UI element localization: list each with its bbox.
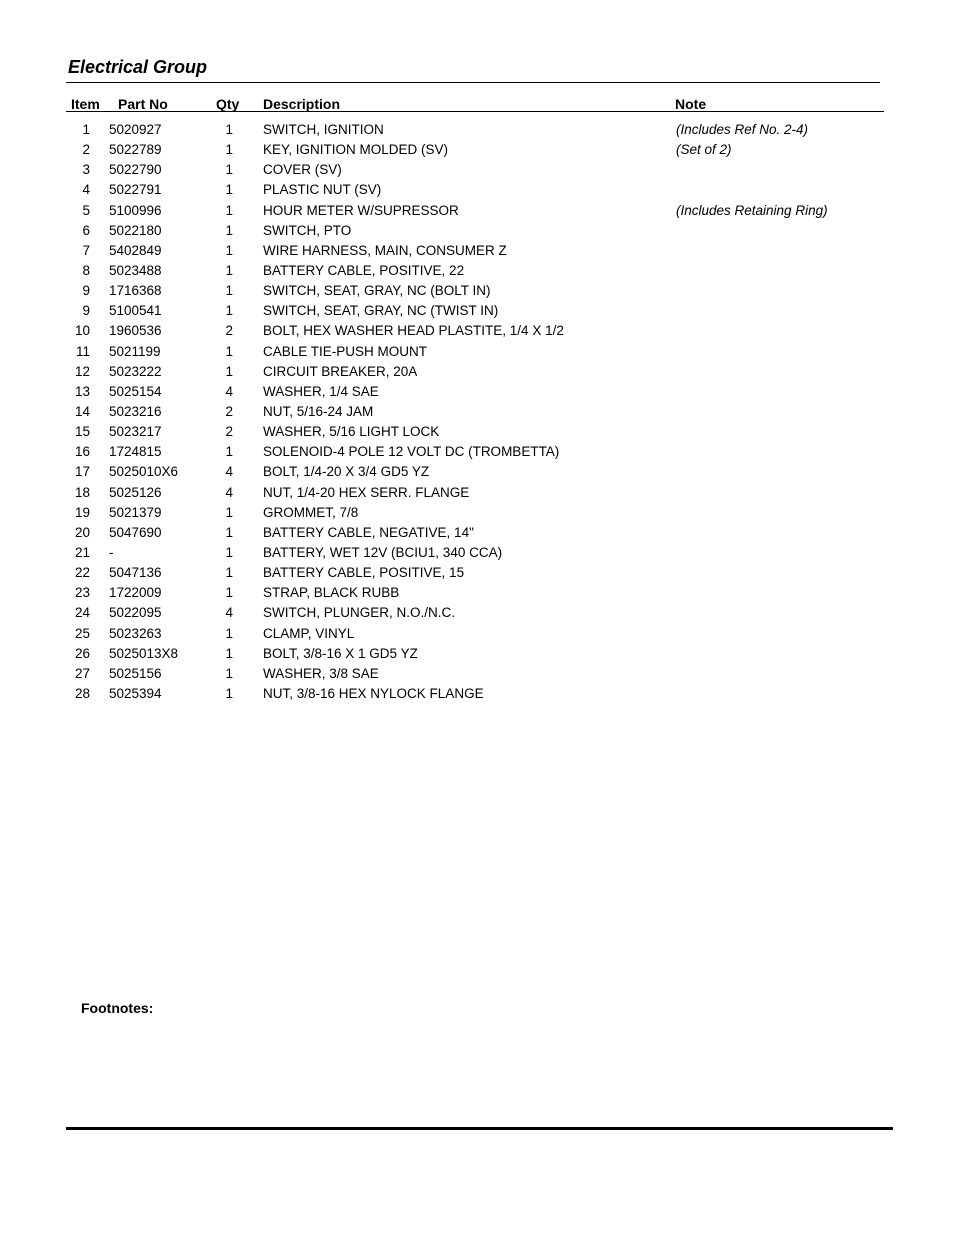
table-row — [0, 462, 954, 482]
table-row — [0, 563, 954, 583]
row-description: BOLT, 3/8-16 X 1 GD5 YZ — [263, 645, 418, 661]
row-part-number: 1722009 — [109, 585, 162, 601]
row-item-number: 9 — [82, 283, 90, 299]
row-quantity: 2 — [225, 403, 233, 419]
row-quantity: 1 — [225, 283, 233, 299]
table-row — [0, 362, 954, 382]
row-item-number: 18 — [74, 484, 90, 500]
table-row — [0, 160, 954, 180]
row-part-number: 5025013X8 — [109, 645, 179, 661]
row-part-number: 5100541 — [109, 303, 162, 319]
header-note: Note — [675, 96, 707, 112]
row-item-number: 8 — [82, 262, 90, 278]
row-part-number: 5023222 — [109, 363, 162, 379]
row-quantity: 1 — [225, 142, 233, 158]
row-item-number: 10 — [74, 323, 90, 339]
row-part-number: 5022095 — [109, 605, 162, 621]
row-quantity: 4 — [225, 605, 233, 621]
table-row — [0, 543, 954, 563]
row-quantity: 2 — [225, 424, 233, 440]
row-part-number: 5025156 — [109, 665, 162, 681]
row-description: BATTERY CABLE, POSITIVE, 22 — [263, 262, 465, 278]
row-part-number: 5020927 — [109, 122, 162, 137]
row-quantity: 1 — [225, 262, 233, 278]
row-part-number: 1960536 — [109, 323, 162, 339]
row-quantity: 1 — [225, 363, 233, 379]
row-item-number: 11 — [75, 343, 90, 359]
row-quantity: 1 — [225, 565, 233, 581]
row-part-number: 1716368 — [109, 283, 162, 299]
row-quantity: 1 — [225, 343, 233, 359]
row-part-number: 5025126 — [109, 484, 162, 500]
table-row — [0, 442, 954, 462]
row-part-number: 5022789 — [109, 142, 162, 158]
row-item-number: 28 — [74, 685, 90, 701]
page-title: Electrical Group — [68, 57, 208, 77]
row-quantity: 1 — [225, 685, 233, 701]
table-row — [0, 664, 954, 684]
row-part-number: 5100996 — [109, 202, 162, 218]
row-item-number: 6 — [82, 222, 90, 238]
row-description: COVER (SV) — [263, 162, 342, 178]
table-row — [0, 603, 954, 623]
row-item-number: 4 — [82, 182, 90, 198]
table-row — [0, 301, 954, 321]
row-part-number: 5047690 — [109, 524, 162, 540]
row-item-number: 5 — [82, 202, 90, 218]
row-quantity: 1 — [225, 122, 233, 137]
row-part-number: 5021199 — [109, 343, 161, 359]
table-row — [0, 523, 954, 543]
table-row — [0, 201, 954, 221]
row-part-number: 5047136 — [109, 565, 162, 581]
row-description: SWITCH, PLUNGER, N.O./N.C. — [263, 605, 456, 621]
row-note: (Includes Retaining Ring) — [676, 202, 828, 218]
row-description: WIRE HARNESS, MAIN, CONSUMER Z — [263, 242, 507, 258]
row-item-number: 26 — [74, 645, 90, 661]
row-quantity: 1 — [225, 665, 233, 681]
row-item-number: 19 — [74, 504, 90, 520]
row-part-number: 5023217 — [109, 424, 162, 440]
row-description: SWITCH, SEAT, GRAY, NC (TWIST IN) — [263, 303, 499, 319]
row-part-number: 5025154 — [109, 383, 162, 399]
table-row — [0, 140, 954, 160]
row-item-number: 27 — [74, 665, 90, 681]
table-row — [0, 422, 954, 442]
row-description: KEY, IGNITION MOLDED (SV) — [263, 142, 449, 158]
row-description: WASHER, 5/16 LIGHT LOCK — [263, 424, 440, 440]
table-row — [0, 261, 954, 281]
row-part-number: 5402849 — [109, 242, 162, 258]
row-item-number: 7 — [82, 242, 90, 258]
row-item-number: 17 — [74, 464, 90, 480]
row-quantity: 1 — [225, 303, 233, 319]
row-description: BOLT, HEX WASHER HEAD PLASTITE, 1/4 X 1/2 — [263, 323, 564, 339]
row-quantity: 1 — [225, 524, 233, 540]
title-divider — [66, 82, 880, 83]
table-row — [0, 120, 954, 140]
header-item: Item — [71, 96, 100, 112]
header-qty: Qty — [216, 96, 240, 112]
row-description: NUT, 5/16-24 JAM — [263, 403, 374, 419]
row-item-number: 16 — [74, 444, 90, 460]
table-row — [0, 180, 954, 200]
parts-table-body — [0, 120, 954, 704]
row-quantity: 1 — [225, 202, 233, 218]
row-description: GROMMET, 7/8 — [263, 504, 359, 520]
row-item-number: 23 — [74, 585, 90, 601]
row-item-number: 21 — [74, 544, 90, 560]
row-description: SOLENOID-4 POLE 12 VOLT DC (TROMBETTA) — [263, 444, 560, 460]
row-item-number: 14 — [74, 403, 90, 419]
row-item-number: 1 — [82, 122, 90, 137]
row-item-number: 24 — [74, 605, 90, 621]
row-part-number: - — [109, 544, 114, 560]
row-part-number: 5022790 — [109, 162, 162, 178]
table-row — [0, 583, 954, 603]
row-part-number: 5025010X6 — [109, 464, 179, 480]
table-row — [0, 281, 954, 301]
row-quantity: 1 — [225, 242, 233, 258]
row-description: NUT, 1/4-20 HEX SERR. FLANGE — [263, 484, 470, 500]
row-quantity: 1 — [225, 625, 233, 641]
row-description: CIRCUIT BREAKER, 20A — [263, 363, 418, 379]
table-row — [0, 503, 954, 523]
row-description: STRAP, BLACK RUBB — [263, 585, 400, 601]
header-divider — [66, 111, 884, 112]
table-row — [0, 624, 954, 644]
row-quantity: 1 — [225, 504, 233, 520]
row-quantity: 1 — [225, 182, 233, 198]
row-quantity: 1 — [225, 444, 233, 460]
row-item-number: 25 — [74, 625, 90, 641]
row-description: SWITCH, IGNITION — [263, 122, 384, 137]
row-item-number: 13 — [74, 383, 90, 399]
row-part-number: 5022791 — [109, 182, 162, 198]
row-description: CLAMP, VINYL — [263, 625, 355, 641]
row-quantity: 1 — [225, 222, 233, 238]
row-description: BATTERY CABLE, POSITIVE, 15 — [263, 565, 465, 581]
row-item-number: 2 — [82, 142, 90, 158]
table-row — [0, 342, 954, 362]
row-item-number: 9 — [82, 303, 90, 319]
row-description: HOUR METER W/SUPRESSOR — [263, 202, 459, 218]
table-row — [0, 221, 954, 241]
row-item-number: 12 — [74, 363, 90, 379]
row-part-number: 5023263 — [109, 625, 162, 641]
row-description: SWITCH, PTO — [263, 222, 352, 238]
table-row — [0, 483, 954, 503]
row-quantity: 2 — [225, 323, 233, 339]
row-description: WASHER, 3/8 SAE — [263, 665, 379, 681]
row-quantity: 1 — [225, 645, 233, 661]
row-quantity: 1 — [225, 585, 233, 601]
row-item-number: 3 — [82, 162, 90, 178]
footnotes-label: Footnotes: — [81, 1000, 154, 1016]
table-row — [0, 241, 954, 261]
row-description: WASHER, 1/4 SAE — [263, 383, 379, 399]
row-description: CABLE TIE-PUSH MOUNT — [263, 343, 428, 359]
row-quantity: 4 — [225, 383, 233, 399]
row-note: (Includes Ref No. 2-4) — [676, 122, 809, 137]
row-note: (Set of 2) — [676, 142, 732, 158]
row-part-number: 5023488 — [109, 262, 162, 278]
row-item-number: 15 — [74, 424, 90, 440]
row-part-number: 5021379 — [109, 504, 162, 520]
table-row — [0, 644, 954, 664]
row-description: BATTERY CABLE, NEGATIVE, 14" — [263, 524, 474, 540]
row-description: SWITCH, SEAT, GRAY, NC (BOLT IN) — [263, 283, 491, 299]
table-row — [0, 321, 954, 341]
header-part-no: Part No — [118, 96, 168, 112]
footer-divider — [66, 1127, 893, 1130]
row-quantity: 1 — [225, 162, 233, 178]
table-row — [0, 382, 954, 402]
row-part-number: 5023216 — [109, 403, 162, 419]
row-description: BATTERY, WET 12V (BCIU1, 340 CCA) — [263, 544, 503, 560]
row-item-number: 22 — [74, 565, 90, 581]
row-quantity: 1 — [225, 544, 233, 560]
table-row — [0, 684, 954, 704]
table-row — [0, 402, 954, 422]
row-description: BOLT, 1/4-20 X 3/4 GD5 YZ — [263, 464, 430, 480]
row-item-number: 20 — [74, 524, 90, 540]
header-description: Description — [263, 96, 341, 112]
row-quantity: 4 — [225, 484, 233, 500]
row-description: NUT, 3/8-16 HEX NYLOCK FLANGE — [263, 685, 484, 701]
row-quantity: 4 — [225, 464, 233, 480]
row-part-number: 1724815 — [109, 444, 162, 460]
row-description: PLASTIC NUT (SV) — [263, 182, 382, 198]
row-part-number: 5022180 — [109, 222, 162, 238]
row-part-number: 5025394 — [109, 685, 162, 701]
